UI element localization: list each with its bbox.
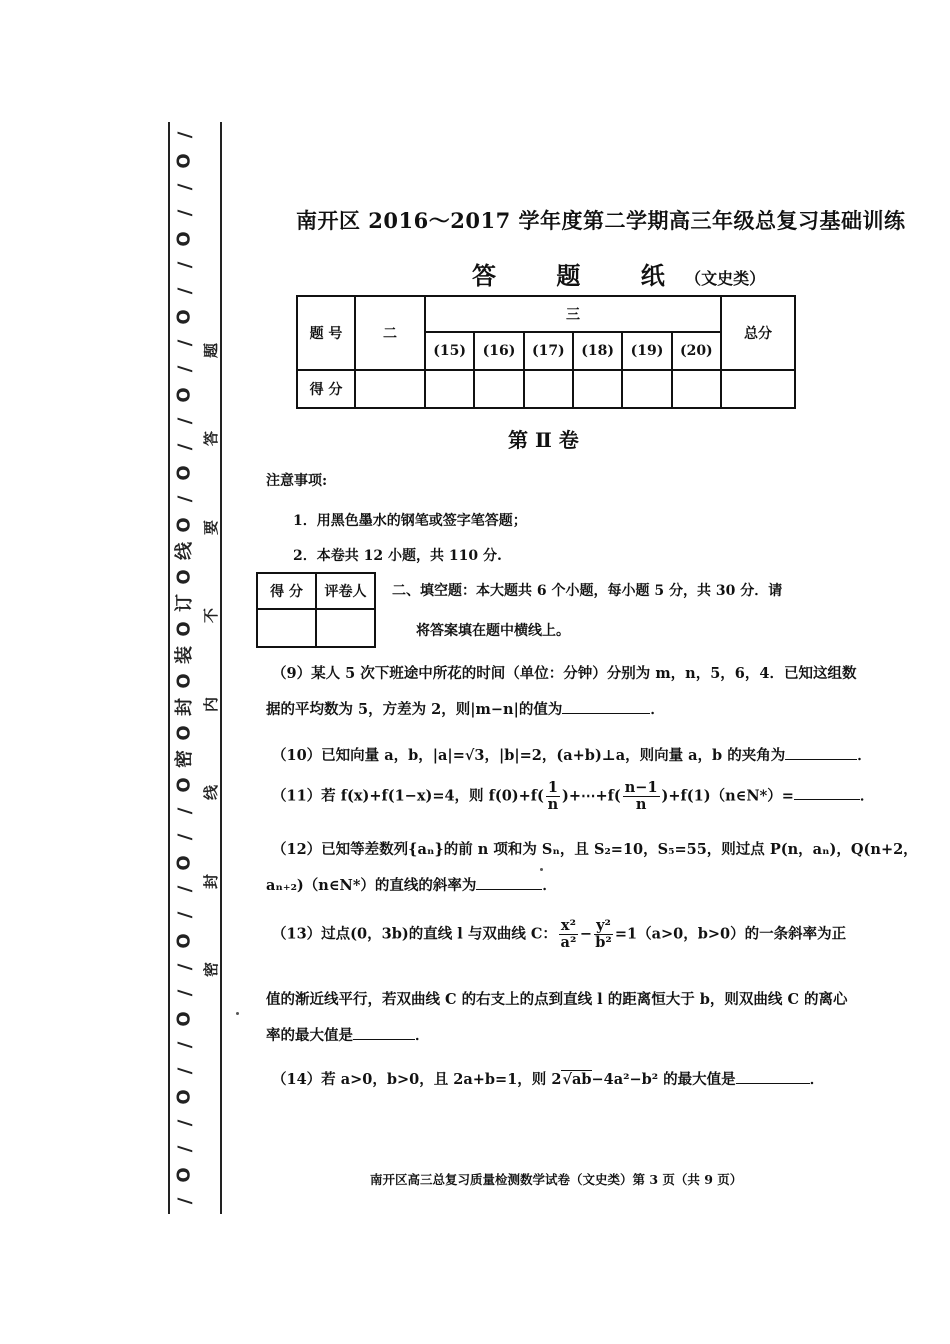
grader-name-cell[interactable] (316, 609, 375, 647)
binding-dash-marks (174, 126, 196, 1210)
sqrt-expression: √ab (562, 1071, 592, 1088)
question-9-line2: 据的平均数为 5，方差为 2，则|m−n|的值为 ． (266, 701, 665, 718)
binding-mark: / (173, 833, 195, 841)
question-14-pre: （14）若 a>0，b>0，且 2a+b=1，则 2 (272, 1071, 562, 1088)
binding-mark: 封 (174, 698, 195, 716)
binding-warning-char: 题 (202, 342, 221, 359)
question-12-line1: （12）已知等差数列{aₙ}的前 n 项和为 Sₙ，且 S₂=10，S₅=55，则过点 P(n，aₙ)，Q(n+2， (272, 841, 918, 858)
fraction (594, 918, 613, 951)
question-number-cell: (19) (622, 332, 671, 370)
subtitle-main: 答 题 纸 (472, 261, 691, 290)
question-11-post: )+f(1)（n∈N*）= (661, 787, 794, 805)
question-13-minus: − (579, 925, 593, 943)
fraction-denominator: a² (560, 933, 577, 951)
binding-mark: O (174, 153, 195, 169)
score-cell-total[interactable] (721, 370, 795, 408)
score-table (296, 295, 796, 409)
question-11-pre: （11）若 f(x)+f(1−x)=4，则 f(0)+f( (272, 787, 544, 805)
question-number-cell: (20) (672, 332, 721, 370)
binding-mark: / (173, 1145, 195, 1153)
fraction (546, 780, 560, 813)
binding-mark: / (173, 911, 195, 919)
binding-mark: / (173, 417, 195, 425)
score-cell-two[interactable] (355, 370, 425, 408)
binding-mark: O (174, 777, 195, 793)
binding-mark: / (173, 365, 195, 373)
binding-mark: / (173, 1119, 195, 1127)
page-footer: 南开区高三总复习质量检测数学试卷（文史类）第 3 页（共 9 页） (370, 1172, 743, 1187)
binding-mark: O (174, 387, 195, 403)
binding-mark: O (174, 231, 195, 247)
fraction-numerator: y² (596, 917, 611, 934)
fraction (623, 780, 660, 813)
answer-blank-13[interactable] (353, 1039, 415, 1040)
question-10: （10）已知向量 a，b，|a|=√3，|b|=2，(a+b)⊥a，则向量 a，b 的夹角为 ． (272, 747, 872, 764)
binding-mark: O (174, 855, 195, 871)
binding-mark: 线 (174, 542, 195, 560)
question-13-post: =1（a>0，b>0）的一条斜率为正 (614, 925, 847, 943)
binding-mark: O (174, 1011, 195, 1027)
grader-score-label: 得 分 (257, 573, 316, 609)
binding-mark: 密 (174, 750, 195, 768)
answer-blank-10[interactable] (785, 759, 857, 760)
subtitle-type: （文史类） (685, 269, 766, 288)
score-cell-19[interactable] (622, 370, 671, 408)
grader-name-label: 评卷人 (316, 573, 375, 609)
binding-mark: O (174, 621, 195, 637)
score-cell-20[interactable] (672, 370, 721, 408)
fraction-numerator: x² (560, 917, 576, 934)
binding-mark: 订 (174, 594, 195, 612)
grader-score-cell[interactable] (257, 609, 316, 647)
binding-mark: O (174, 673, 195, 689)
answer-blank-12[interactable] (476, 889, 542, 890)
binding-mark: / (173, 963, 195, 971)
answer-blank-11[interactable] (794, 799, 860, 800)
page-subtitle (472, 256, 765, 291)
binding-mark: O (174, 569, 195, 585)
question-9-text: 据的平均数为 5，方差为 2，则|m−n|的值为 (266, 701, 563, 718)
question-14-post: −4a²−b² 的最大值是 (591, 1071, 736, 1088)
question-13-pre: （13）过点(0，3b)的直线 l 与双曲线 C： (272, 925, 557, 943)
binding-warning-char: 线 (202, 785, 221, 801)
binding-mark: / (173, 495, 195, 503)
binding-mark: O (174, 309, 195, 325)
note-item: 1．用黑色墨水的钢笔或签字笔答题； (293, 513, 527, 529)
binding-warning-text (200, 340, 222, 980)
total-header: 总分 (721, 296, 795, 370)
binding-warning-char: 不 (202, 608, 221, 624)
binding-mark: / (173, 989, 195, 997)
score-cell-16[interactable] (474, 370, 523, 408)
binding-mark: / (173, 885, 195, 893)
part-three-header: 三 (425, 296, 721, 332)
binding-mark: / (173, 1197, 195, 1205)
label-question-number: 题 号 (297, 296, 355, 370)
fraction-numerator: 1 (547, 779, 558, 796)
binding-mark: / (173, 131, 195, 139)
question-13-text: 率的最大值是 (266, 1027, 353, 1044)
sqrt-argument: ab (571, 1071, 592, 1088)
score-cell-15[interactable] (425, 370, 474, 408)
binding-mark: O (174, 517, 195, 533)
question-12-text: aₙ₊₂)（n∈N*）的直线的斜率为 (266, 877, 477, 894)
binding-mark: / (173, 209, 195, 217)
score-cell-17[interactable] (524, 370, 573, 408)
binding-mark: O (174, 1089, 195, 1105)
binding-warning-char: 密 (202, 961, 221, 977)
question-10-text: （10）已知向量 a，b，|a|=√3，|b|=2，(a+b)⊥a，则向量 a，b 的夹角为 (272, 747, 786, 764)
fraction-denominator: n (635, 795, 647, 813)
fill-section-heading: 二、填空题：本大题共 6 个小题，每小题 5 分，共 30 分．请 (392, 583, 783, 599)
binding-warning-char: 封 (202, 873, 221, 889)
question-number-cell: (17) (524, 332, 573, 370)
fill-section-instruction: 将答案填在题中横线上。 (416, 623, 570, 639)
binding-warning-char: 答 (202, 431, 221, 447)
fraction (559, 918, 578, 951)
fraction-denominator: n (547, 795, 559, 813)
section-title: 第 Ⅱ 卷 (508, 428, 579, 452)
scan-speck (236, 1012, 239, 1015)
question-9-line1: （9）某人 5 次下班途中所花的时间（单位：分钟）分别为 m，n，5，6，4．已知这组数 (272, 665, 857, 682)
note-item: 2．本卷共 12 小题，共 110 分. (293, 548, 502, 564)
binding-mark: / (173, 339, 195, 347)
question-11: （11）若 f(x)+f(1−x)=4，则 f(0)+f( $\frac{1}{n}$ )+⋯+f( $\frac{n-1}{n}$ )+f(1)（n∈N*）= ． (272, 779, 875, 813)
binding-mark: O (174, 1167, 195, 1183)
binding-mark: / (173, 443, 195, 451)
page-title: 南开区 2016～2017 学年度第二学期高三年级总复习基础训练 (296, 208, 906, 233)
binding-mark: / (173, 183, 195, 191)
binding-mark: O (174, 933, 195, 949)
part-two-header: 二 (355, 296, 425, 370)
binding-mark: 装 (174, 646, 195, 664)
binding-warning-char: 要 (202, 519, 221, 535)
grader-box (256, 572, 376, 648)
question-number-cell: (16) (474, 332, 523, 370)
question-14: （14）若 a>0，b>0，且 2a+b=1，则 2√ab−4a²−b² 的最大值是 ． (272, 1071, 825, 1088)
question-11-mid: )+⋯+f( (562, 787, 621, 805)
binding-warning-char: 内 (202, 696, 221, 712)
score-cell-18[interactable] (573, 370, 622, 408)
binding-mark: / (173, 1067, 195, 1075)
binding-mark: / (173, 1041, 195, 1049)
binding-mark: / (173, 807, 195, 815)
question-12-line2: aₙ₊₂)（n∈N*）的直线的斜率为 ． (266, 877, 557, 894)
question-13-line1 (272, 918, 846, 951)
label-score: 得 分 (297, 370, 355, 408)
fraction-numerator: n−1 (624, 779, 658, 796)
scan-speck (540, 868, 543, 871)
notes-heading: 注意事项: (266, 473, 328, 489)
question-13-line2: 值的渐近线平行，若双曲线 C 的右支上的点到直线 l 的距离恒大于 b，则双曲线 C 的离心 (266, 991, 848, 1008)
answer-blank-14[interactable] (736, 1083, 810, 1084)
answer-blank-9[interactable] (562, 713, 650, 714)
binding-mark: / (173, 261, 195, 269)
binding-mark: / (173, 287, 195, 295)
fraction-denominator: b² (595, 933, 612, 951)
question-number-cell: (15) (425, 332, 474, 370)
question-13-line3: 率的最大值是 ． (266, 1027, 430, 1044)
binding-mark: O (174, 725, 195, 741)
question-number-cell: (18) (573, 332, 622, 370)
binding-mark: O (174, 465, 195, 481)
binding-line-left (168, 122, 170, 1214)
